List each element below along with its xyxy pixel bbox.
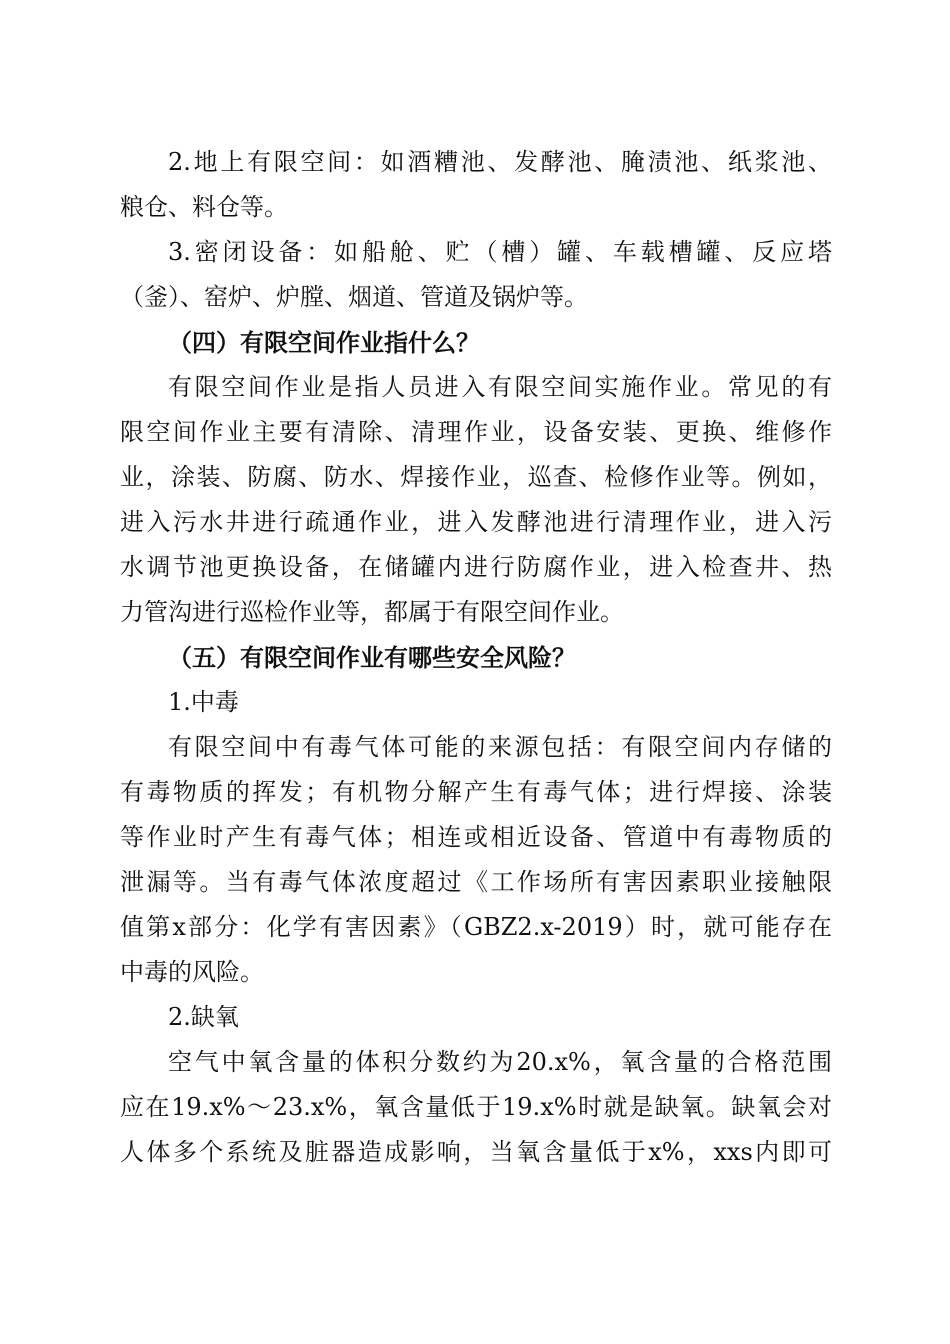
paragraph-line: 值第x部分：化学有害因素》（GBZ2.x-2019）时，就可能存在	[120, 913, 832, 941]
paragraph-line: 业，涂装、防腐、防水、焊接作业，巡查、检修作业等。例如，	[120, 463, 832, 491]
subheading-poisoning: 1.中毒	[168, 688, 239, 716]
paragraph-line: 有毒物质的挥发；有机物分解产生有毒气体；进行焊接、涂装	[120, 778, 832, 806]
paragraph-line: 中毒的风险。	[120, 958, 264, 986]
paragraph-line: 等作业时产生有毒气体；相连或相近设备、管道中有毒物质的	[120, 823, 832, 851]
document-body	[120, 140, 832, 1175]
paragraph-line: 进入污水井进行疏通作业，进入发酵池进行清理作业，进入污	[120, 508, 832, 536]
paragraph-line: 粮仓、料仓等。	[120, 193, 288, 221]
paragraph-line: （釜）、窑炉、炉膛、烟道、管道及锅炉等。	[120, 283, 588, 311]
paragraph-line: 力管沟进行巡检作业等，都属于有限空间作业。	[120, 598, 624, 626]
paragraph-line: 应在19.x%～23.x%，氧含量低于19.x%时就是缺氧。缺氧会对	[120, 1093, 832, 1121]
paragraph-line: 有限空间中有毒气体可能的来源包括：有限空间内存储的	[168, 733, 832, 761]
subheading-hypoxia: 2.缺氧	[168, 1003, 239, 1031]
paragraph-line: 泄漏等。当有毒气体浓度超过《工作场所有害因素职业接触限	[120, 868, 832, 896]
paragraph-line: 水调节池更换设备，在储罐内进行防腐作业，进入检查井、热	[120, 553, 832, 581]
section-heading-5: （五）有限空间作业有哪些安全风险？	[168, 643, 576, 672]
section-heading-4: （四）有限空间作业指什么？	[168, 328, 480, 357]
paragraph-line: 空气中氧含量的体积分数约为20.x%，氧含量的合格范围	[168, 1048, 832, 1076]
paragraph-line: 人体多个系统及脏器造成影响，当氧含量低于x%，xxs内即可	[120, 1138, 832, 1166]
item-sealed-equipment: 3.密闭设备：如船舱、贮（槽）罐、车载槽罐、反应塔	[168, 238, 832, 266]
paragraph-line: 限空间作业主要有清除、清理作业，设备安装、更换、维修作	[120, 418, 832, 446]
item-aboveground-space: 2.地上有限空间：如酒糟池、发酵池、腌渍池、纸浆池、	[168, 148, 832, 176]
paragraph-line: 有限空间作业是指人员进入有限空间实施作业。常见的有	[168, 373, 832, 401]
